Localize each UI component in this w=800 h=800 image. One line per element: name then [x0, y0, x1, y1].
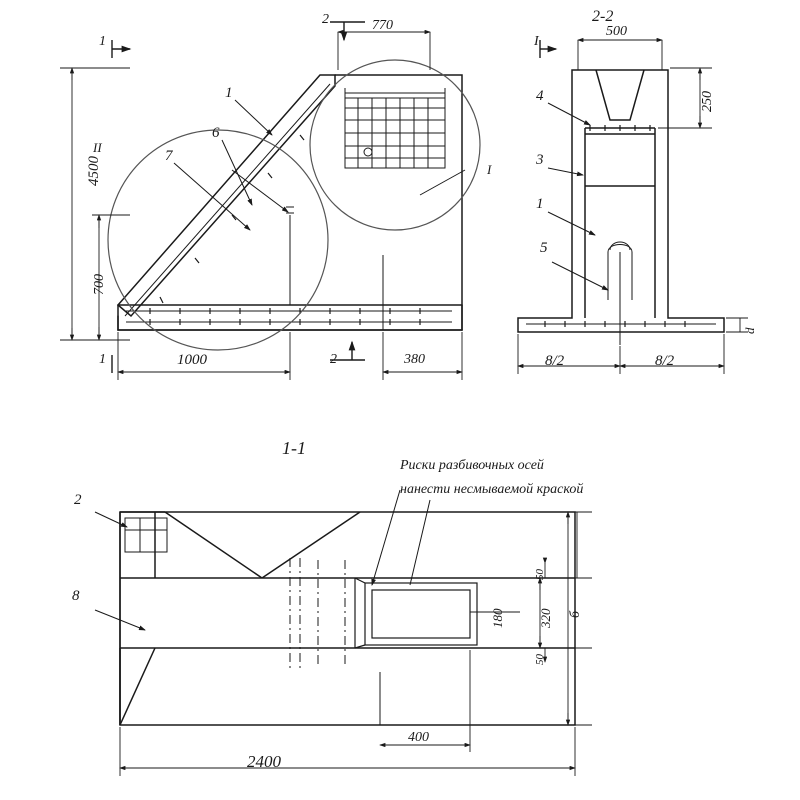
dim-lower-height: 700	[92, 274, 107, 295]
section-mark-1-right: I	[534, 34, 539, 49]
plan-1-1-outline	[120, 512, 575, 725]
section-mark-2-bottom: 2	[330, 352, 337, 367]
title-plan-1-1: 1-1	[282, 438, 306, 458]
plan-inner-detail	[125, 518, 520, 725]
note-line-1: Риски разбивочных осей	[400, 458, 544, 473]
part-number-3: 3	[536, 152, 544, 168]
note-line-2: нанести несмываемой краской	[400, 482, 584, 497]
part-number-1-front: 1	[225, 85, 233, 101]
detail-circle-II	[108, 130, 328, 350]
dim-total-height: 4500	[86, 156, 102, 186]
section-2-2-leaders	[548, 103, 608, 290]
dim-2-2-top-width: 500	[606, 24, 627, 39]
dim-2-2-half-left: 8/2	[545, 353, 565, 369]
section-2-2-reinforcement	[526, 125, 716, 345]
dim-top-width: 770	[372, 18, 393, 33]
front-elevation-reinforcement	[125, 84, 452, 330]
dim-plan-right-bottom: 50	[534, 654, 546, 665]
section-2-2-outline	[518, 70, 724, 332]
dim-base-right: 380	[404, 352, 425, 367]
front-dimensions	[60, 32, 462, 380]
plan-opening	[355, 578, 477, 648]
section-1-mark-right	[540, 40, 556, 58]
dim-plan-right-total: 320	[538, 608, 553, 628]
dim-plan-opening-len: 180	[490, 608, 505, 628]
dim-plan-right-top: 50	[534, 569, 546, 580]
part-number-4: 4	[536, 88, 544, 104]
detail-mark-II: II	[93, 140, 102, 155]
dim-2-2-base-thickness: d	[742, 327, 757, 334]
dim-plan-right-overall: б	[568, 610, 583, 618]
section-mark-2-top: 2	[322, 12, 329, 27]
detail-mark-I: I	[487, 162, 492, 177]
plan-dimensions	[120, 512, 592, 776]
part-number-7-front: 7	[165, 148, 173, 164]
part-number-2-plan: 2	[74, 492, 82, 508]
section-mark-1-top: 1	[99, 34, 106, 49]
dim-2-2-top-height: 250	[700, 91, 715, 112]
dim-base-left: 1000	[177, 352, 207, 368]
title-section-2-2: 2-2	[592, 8, 614, 25]
plan-leaders	[95, 490, 430, 630]
dim-2-2-half-right: 8/2	[655, 353, 675, 369]
dim-plan-length: 2400	[247, 752, 281, 771]
plan-centerlines	[290, 558, 345, 668]
section-mark-1-bottom: 1	[99, 352, 106, 367]
part-number-1-section: 1	[536, 196, 544, 212]
dim-plan-opening-width: 400	[408, 730, 429, 745]
part-number-5: 5	[540, 240, 548, 256]
part-number-6-front: 6	[212, 125, 220, 141]
part-number-8-plan: 8	[72, 588, 80, 604]
